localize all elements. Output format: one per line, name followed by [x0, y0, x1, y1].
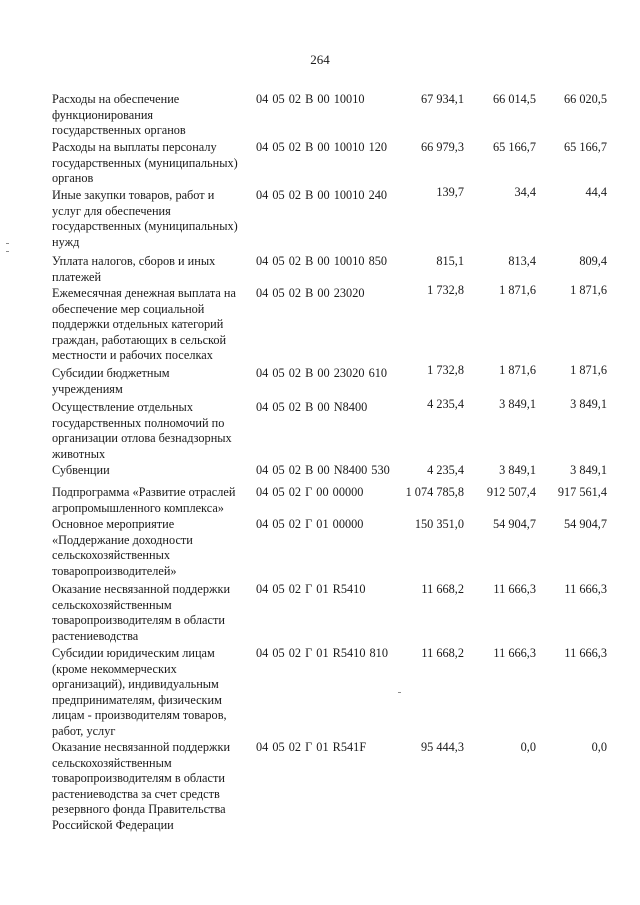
- row-value-v3: 3 849,1: [570, 397, 607, 411]
- row-value-v1: 1 074 785,8: [405, 485, 464, 499]
- row-name-line: Оказание несвязанной поддержки: [52, 582, 231, 596]
- row-code: 04 05 02 В 00 23020 610: [256, 366, 388, 380]
- row-value-v1: 66 979,3: [420, 140, 464, 154]
- row-name-line: растениеводства за счет средств: [52, 786, 220, 801]
- row-name-line: учреждениям: [52, 381, 123, 396]
- row-value-v2: 65 166,7: [492, 140, 536, 154]
- row-name: [52, 366, 252, 397]
- row-name-line: Ежемесячная денежная выплата на: [52, 286, 236, 300]
- row-value-v3: 809,4: [579, 254, 607, 268]
- row-name: [52, 254, 252, 285]
- row-code: 04 05 02 В 00 10010: [256, 92, 365, 106]
- row-name-line: Подпрограмма «Развитие отраслей: [52, 485, 236, 499]
- row-value-v3: 54 904,7: [563, 517, 607, 531]
- row-name-line: нужд: [52, 234, 80, 249]
- row-value-v3: 11 666,3: [564, 646, 607, 660]
- row-name: [52, 286, 252, 364]
- row-value-v3: 3 849,1: [570, 463, 607, 477]
- row-name-line: товаропроизводителям в области: [52, 771, 225, 786]
- row-name-line: обеспечение мер социальной: [52, 301, 205, 316]
- scan-mark: [6, 243, 9, 244]
- row-code: 04 05 02 Г 01 R5410 810: [256, 646, 388, 660]
- row-name-line: платежей: [52, 269, 102, 284]
- row-value-v2: 11 666,3: [493, 646, 536, 660]
- row-name-line: сельскохозяйственным: [52, 755, 172, 770]
- scan-mark: [398, 692, 401, 693]
- row-value-v3: 1 871,6: [570, 363, 607, 377]
- row-value-v3: 1 871,6: [570, 283, 607, 297]
- row-value-v1: 1 732,8: [427, 363, 464, 377]
- row-name-line: товаропроизводителей»: [52, 563, 177, 578]
- row-name: [52, 188, 252, 250]
- row-name-line: организации отлова безнадзорных: [52, 431, 232, 446]
- row-name: [52, 646, 252, 740]
- row-name-line: Уплата налогов, сборов и иных: [52, 254, 216, 268]
- row-name-line: государственных органов: [52, 123, 186, 138]
- row-value-v2: 1 871,6: [499, 283, 536, 297]
- row-name-line: животных: [52, 446, 106, 461]
- row-name-line: услуг для обеспечения: [52, 203, 171, 218]
- row-name-line: работ, услуг: [52, 723, 116, 738]
- row-code: 04 05 02 В 00 N8400 530: [256, 463, 390, 477]
- row-name: [52, 740, 252, 834]
- row-name: [52, 92, 252, 139]
- row-code: 04 05 02 В 00 10010 240: [256, 188, 388, 202]
- row-value-v3: 917 561,4: [557, 485, 607, 499]
- row-name-line: Расходы на обеспечение: [52, 92, 180, 106]
- row-value-v2: 0,0: [520, 740, 536, 754]
- row-name-line: лицам - производителям товаров,: [52, 708, 227, 723]
- row-name-line: Иные закупки товаров, работ и: [52, 188, 215, 202]
- row-name-line: Осуществление отдельных: [52, 400, 193, 414]
- row-name-line: сельскохозяйственным: [52, 597, 172, 612]
- row-value-v2: 11 666,3: [493, 582, 536, 596]
- row-value-v1: 95 444,3: [420, 740, 464, 754]
- row-name-line: Субсидии юридическим лицам: [52, 646, 215, 660]
- row-name-line: Основное мероприятие: [52, 517, 175, 531]
- row-value-v2: 1 871,6: [499, 363, 536, 377]
- row-name-line: Российской Федерации: [52, 817, 174, 832]
- row-value-v3: 65 166,7: [563, 140, 607, 154]
- row-value-v1: 815,1: [436, 254, 464, 268]
- row-name-line: организаций), индивидуальным: [52, 677, 219, 692]
- row-name: [52, 485, 252, 516]
- row-name-line: местности и рабочих поселках: [52, 348, 213, 363]
- row-name-line: агропромышленного комплекса»: [52, 500, 224, 515]
- row-value-v3: 11 666,3: [564, 582, 607, 596]
- row-value-v2: 912 507,4: [486, 485, 536, 499]
- row-name-line: функционирования: [52, 107, 154, 122]
- row-name-line: государственных полномочий по: [52, 415, 225, 430]
- row-value-v3: 0,0: [591, 740, 607, 754]
- row-name-line: государственных (муниципальных): [52, 219, 238, 234]
- row-name-line: (кроме некоммерческих: [52, 661, 177, 676]
- page-number: 264: [310, 52, 330, 67]
- row-name-line: граждан, работающих в сельской: [52, 332, 227, 347]
- row-value-v2: 3 849,1: [499, 463, 536, 477]
- row-code: 04 05 02 В 00 23020: [256, 286, 365, 300]
- row-value-v2: 813,4: [508, 254, 536, 268]
- row-value-v2: 66 014,5: [492, 92, 536, 106]
- scan-mark: [6, 251, 9, 252]
- row-value-v1: 1 732,8: [427, 283, 464, 297]
- row-name-line: Оказание несвязанной поддержки: [52, 740, 231, 754]
- row-code: 04 05 02 Г 01 00000: [256, 517, 364, 531]
- row-code: 04 05 02 В 00 N8400: [256, 400, 368, 414]
- row-value-v2: 54 904,7: [492, 517, 536, 531]
- row-name-line: органов: [52, 171, 94, 186]
- row-name-line: Субвенции: [52, 463, 110, 477]
- row-code: 04 05 02 В 00 10010 120: [256, 140, 388, 154]
- row-value-v3: 66 020,5: [563, 92, 607, 106]
- row-code: 04 05 02 Г 01 R5410: [256, 582, 366, 596]
- row-value-v2: 34,4: [514, 185, 536, 199]
- row-name: [52, 463, 252, 479]
- row-name-line: сельскохозяйственных: [52, 548, 170, 563]
- row-name-line: резервного фонда Правительства: [52, 802, 226, 817]
- row-name-line: растениеводства: [52, 628, 139, 643]
- row-value-v2: 3 849,1: [499, 397, 536, 411]
- row-name-line: Субсидии бюджетным: [52, 366, 170, 380]
- row-name-line: поддержки отдельных категорий: [52, 317, 224, 332]
- row-value-v1: 4 235,4: [427, 397, 464, 411]
- row-name-line: «Поддержание доходности: [52, 532, 193, 547]
- row-name: [52, 140, 252, 187]
- row-name-line: государственных (муниципальных): [52, 155, 238, 170]
- row-code: 04 05 02 Г 01 R541F: [256, 740, 367, 754]
- row-name-line: предпринимателям, физическим: [52, 692, 222, 707]
- row-code: 04 05 02 Г 00 00000: [256, 485, 364, 499]
- row-code: 04 05 02 В 00 10010 850: [256, 254, 388, 268]
- row-name-line: Расходы на выплаты персоналу: [52, 140, 217, 154]
- row-value-v1: 67 934,1: [420, 92, 464, 106]
- row-value-v1: 150 351,0: [414, 517, 464, 531]
- row-value-v3: 44,4: [585, 185, 607, 199]
- row-value-v1: 11 668,2: [421, 646, 464, 660]
- row-value-v1: 4 235,4: [427, 463, 464, 477]
- row-name: [52, 517, 252, 579]
- row-name: [52, 400, 252, 462]
- row-value-v1: 11 668,2: [421, 582, 464, 596]
- row-name: [52, 582, 252, 644]
- row-name-line: товаропроизводителям в области: [52, 613, 225, 628]
- row-value-v1: 139,7: [436, 185, 464, 199]
